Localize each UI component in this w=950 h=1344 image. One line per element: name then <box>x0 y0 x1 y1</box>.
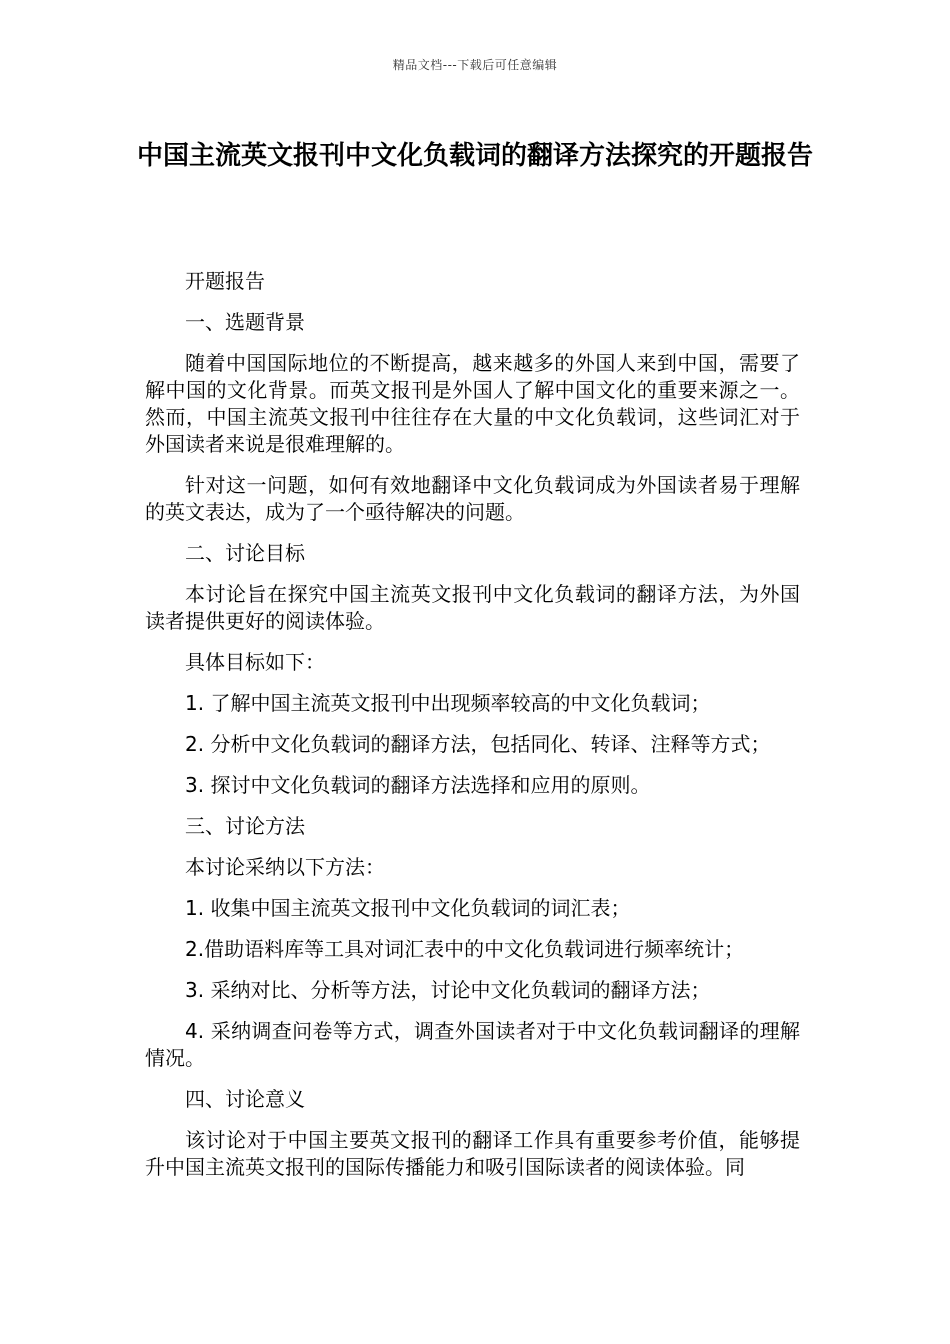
document-title: 中国主流英文报刊中文化负载词的翻译方法探究的开题报告 <box>136 141 813 171</box>
list-item-method-3: 3. 采纳对比、分析等方法，讨论中文化负载词的翻译方法； <box>185 978 711 1002</box>
section-label-report: 开题报告 <box>185 269 265 293</box>
heading-goals: 二、讨论目标 <box>185 541 305 565</box>
document-body <box>145 268 800 1195</box>
list-item-goal-1: 1. 了解中国主流英文报刊中出现频率较高的中文化负载词； <box>185 691 711 715</box>
heading-significance: 四、讨论意义 <box>185 1087 305 1111</box>
heading-methods: 三、讨论方法 <box>185 814 305 838</box>
list-item-method-1: 1. 收集中国主流英文报刊中文化负载词的词汇表； <box>185 896 631 920</box>
paragraph-methods-intro: 本讨论采纳以下方法： <box>185 855 385 879</box>
heading-background: 一、选题背景 <box>185 310 305 334</box>
paragraph-significance: 该讨论对于中国主要英文报刊的翻译工作具有重要参考价值，能够提升中国主流英文报刊的国际传播能力和吸引国际读者的阅读体验。同 <box>145 1128 800 1179</box>
paragraph-background: 随着中国国际地位的不断提高，越来越多的外国人来到中国，需要了解中国的文化背景。而英文报刊是外国人了解中国文化的重要来源之一。然而，中国主流英文报刊中往往存在大量的中文化负载词，这些词汇对于外国读者来说是很难理解的。 <box>145 351 800 456</box>
list-item-method-4: 4. 采纳调查问卷等方式，调查外国读者对于中文化负载词翻译的理解情况。 <box>145 1019 800 1070</box>
list-item-method-2: 2.借助语料库等工具对词汇表中的中文化负载词进行频率统计； <box>185 937 745 961</box>
paragraph-goals-intro: 具体目标如下： <box>185 650 325 674</box>
list-item-goal-3: 3. 探讨中文化负载词的翻译方法选择和应用的原则。 <box>185 773 651 797</box>
paragraph-goals: 本讨论旨在探究中国主流英文报刊中文化负载词的翻译方法，为外国读者提供更好的阅读体验。 <box>145 582 800 633</box>
list-item-goal-2: 2. 分析中文化负载词的翻译方法，包括同化、转译、注释等方式； <box>185 732 771 756</box>
page-header: 精品文档---下载后可任意编辑 <box>392 58 558 72</box>
paragraph-problem: 针对这一问题，如何有效地翻译中文化负载词成为外国读者易于理解的英文表达，成为了一个亟待解决的问题。 <box>145 473 800 524</box>
